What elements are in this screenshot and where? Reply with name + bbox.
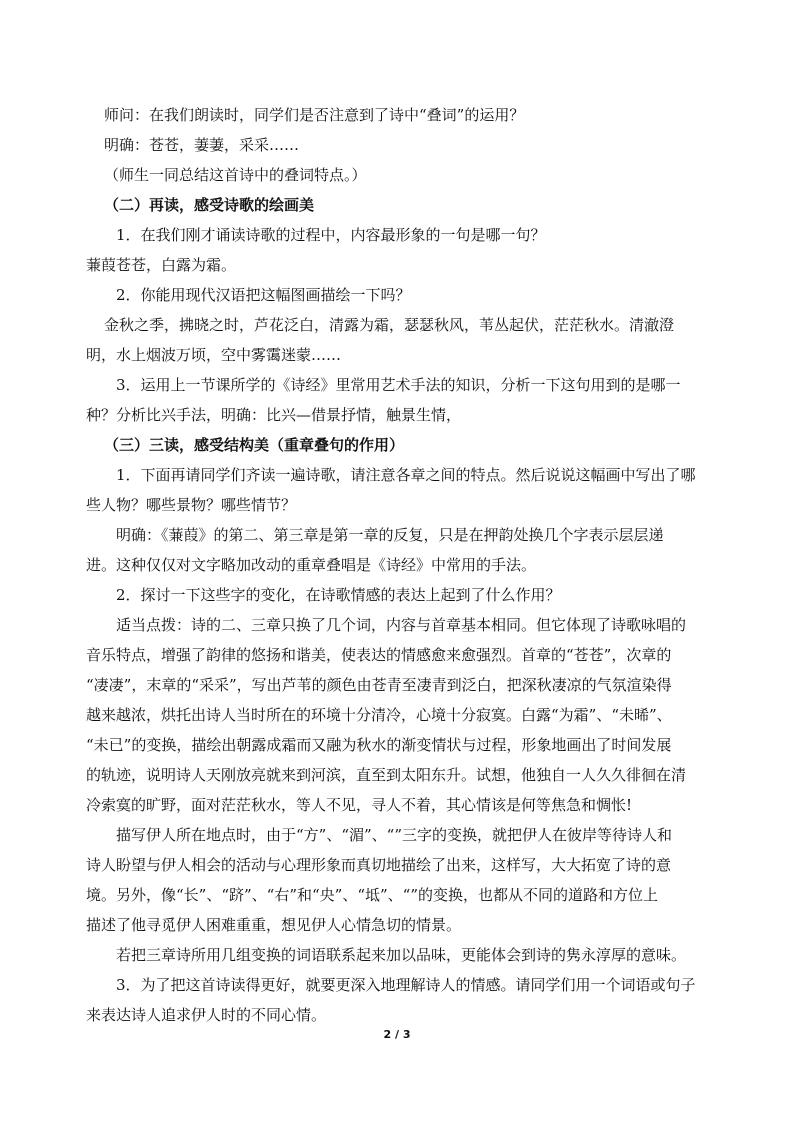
text-line: 适当点拨：诗的二、三章只换了几个词，内容与首章基本相同。但它体现了诗歌咏唱的 bbox=[116, 616, 687, 634]
text-line: 金秋之季，拂晓之时，芦花泛白，清露为霜，瑟瑟秋风，苇丛起伏，茫茫秋水。清澈澄 bbox=[104, 316, 675, 334]
text-line: 描写伊人所在地点时，由于“方”、“湄”、“”三字的变换，就把伊人在彼岸等待诗人和 bbox=[116, 826, 673, 844]
text-line: 描述了他寻觅伊人困难重重，想见伊人心情急切的情景。 bbox=[86, 916, 462, 934]
text-line: （师生一同总结这首诗中的叠词特点。） bbox=[104, 166, 367, 184]
text-line: 境。另外，像“长”、“跻”、“右”和“央”、“坻”、“”的变换，也都从不同的道路和方位上 bbox=[86, 886, 659, 904]
text-line: 明确：《蒹葭》的第二、第三章是第一章的反复，只是在押韵处换几个字表示层层递 bbox=[116, 526, 664, 544]
text-line: 明，水上烟波万顷，空中雾霭迷蒙…… bbox=[86, 346, 342, 364]
text-line: 种？分析比兴手法，明确：比兴—借景抒情，触景生情， bbox=[86, 406, 462, 424]
text-line: 些人物？哪些景物？哪些情节？ bbox=[86, 496, 297, 514]
text-line: 蒹葭苍苍，白露为霜。 bbox=[86, 256, 237, 274]
text-line: 1．下面再请同学们齐读一遍诗歌，请注意各章之间的特点。然后说说这幅画中写出了哪 bbox=[116, 466, 696, 484]
document-body bbox=[86, 100, 716, 1030]
text-line: 3．运用上一节课所学的《诗经》里常用艺术手法的知识，分析一下这句用到的是哪一 bbox=[116, 376, 681, 394]
text-line: “未已”的变换，描绘出朝露成霜而又融为秋水的渐变情状与过程，形象地画出了时间发展 bbox=[86, 736, 672, 754]
section-heading: （三）三读，感受结构美（重章叠句的作用） bbox=[104, 436, 405, 454]
text-line: “凄凄”，末章的“采采”，写出芦苇的颜色由苍青至凄青到泛白，把深秋凄凉的气氛渲染得 bbox=[86, 676, 672, 694]
text-line: 3．为了把这首诗读得更好，就要更深入地理解诗人的情感。请同学们用一个词语或句子 bbox=[116, 976, 696, 994]
section-heading: （二）再读，感受诗歌的绘画美 bbox=[104, 196, 315, 214]
text-line: 进。这种仅仅对文字略加改动的重章叠唱是《诗经》中常用的手法。 bbox=[86, 556, 537, 574]
text-line: 2．你能用现代汉语把这幅图画描绘一下吗？ bbox=[116, 286, 411, 304]
text-line: 1．在我们刚才诵读诗歌的过程中，内容最形象的一句是哪一句？ bbox=[116, 226, 546, 244]
text-line: 音乐特点，增强了韵律的悠扬和谐美，使表达的情感愈来愈强烈。首章的“苍苍”，次章的 bbox=[86, 646, 672, 664]
text-line: 来表达诗人追求伊人时的不同心情。 bbox=[86, 1006, 327, 1024]
text-line: 明确：苍苍，萋萋，采采…… bbox=[104, 136, 300, 154]
text-line: 若把三章诗所用几组变换的词语联系起来加以品味，更能体会到诗的隽永淳厚的意味。 bbox=[116, 946, 687, 964]
text-line: 诗人盼望与伊人相会的活动与心理形象而真切地描绘了出来，这样写，大大拓宽了诗的意 bbox=[86, 856, 672, 874]
text-line: 师问：在我们朗读时，同学们是否注意到了诗中“叠词”的运用？ bbox=[104, 106, 525, 124]
page-number: 2 / 3 bbox=[383, 1028, 411, 1041]
text-line: 冷索寞的旷野，面对茫茫秋水，等人不见，寻人不着，其心情该是何等焦急和惆怅! bbox=[86, 796, 633, 814]
text-line: 2．探讨一下这些字的变化，在诗歌情感的表达上起到了什么作用？ bbox=[116, 586, 561, 604]
text-line: 越来越浓，烘托出诗人当时所在的环境十分清冷，心境十分寂寞。白露“为霜”、“未晞”、 bbox=[86, 706, 672, 724]
text-line: 的轨迹，说明诗人天刚放亮就来到河滨，直至到太阳东升。试想，他独自一人久久徘徊在清 bbox=[86, 766, 687, 784]
